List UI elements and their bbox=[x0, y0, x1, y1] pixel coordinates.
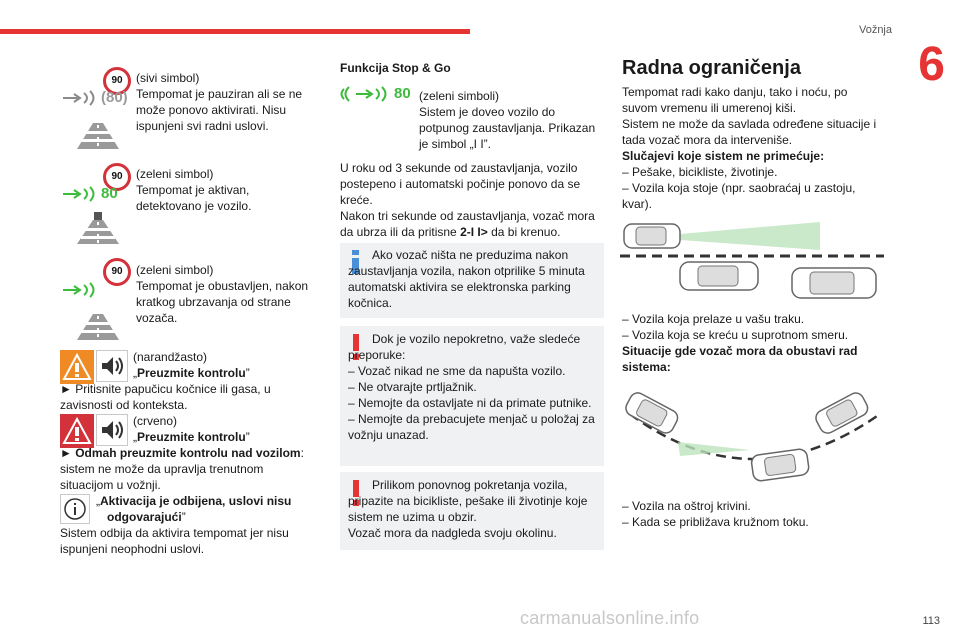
takeover-alert-red-icon bbox=[60, 414, 94, 448]
radar-car-gray-icon bbox=[60, 90, 100, 106]
info-title: „Aktivacija je odbijena, uslovi nisu bbox=[96, 494, 292, 508]
header-red-bar bbox=[0, 29, 470, 34]
chapter-number: 6 bbox=[918, 38, 945, 91]
orange-title: „Preuzmite kontrolu” bbox=[133, 366, 250, 380]
radar-car-green-icon bbox=[60, 186, 100, 202]
right-list-1 bbox=[622, 164, 884, 212]
info-icon bbox=[60, 494, 90, 524]
list-item: – Vozila koja se kreću u suprotnom smeru. bbox=[622, 328, 849, 342]
speed-value-gray: (80) bbox=[101, 89, 128, 106]
car-icon bbox=[680, 262, 758, 290]
item-3-label: (zeleni simbol) bbox=[136, 263, 214, 277]
car-icon bbox=[813, 390, 870, 436]
stopgo-para-2: Nakon tri sekunde od zaustavljanja, vozač mora da ubrza ili da pritisne 2-I I> da bi krenuo. bbox=[340, 209, 595, 239]
watermark: carmanualsonline.info bbox=[520, 608, 700, 628]
radar-car-green-icon bbox=[60, 282, 100, 298]
right-intro-2: Sistem ne može da savlada određene situacije i tada vozač mora da interveniše. bbox=[622, 117, 877, 147]
car-icon bbox=[623, 390, 680, 436]
list-item: – Vozila koja stoje (npr. saobraćaj u zastoju, kvar). bbox=[622, 181, 856, 211]
right-heading: Radna ograničenja bbox=[622, 57, 801, 79]
right-list-3 bbox=[622, 498, 884, 530]
lanes-car-icon bbox=[75, 212, 121, 246]
warning-2-text: Prilikom ponovnog pokretanja vozila, pripazite na bicikliste, pešake ili životinje koje sistem ne uzima u obzir. bbox=[348, 478, 588, 524]
lanes-gray-icon bbox=[75, 312, 121, 342]
page-number: 113 bbox=[922, 615, 940, 627]
list-item: – Nemojte da ostavljate ni da primate putnike. bbox=[348, 396, 592, 410]
red-label: (crveno) bbox=[133, 414, 178, 428]
stopgo-label: (zeleni simboli) bbox=[419, 89, 500, 103]
right-list-2 bbox=[622, 311, 884, 343]
stopgo-speed: 80 bbox=[394, 85, 411, 102]
speed-limit-sign-icon: 90 bbox=[103, 163, 131, 191]
warning-2-last: Vozač mora da nadgleda svoju okolinu. bbox=[348, 526, 557, 540]
orange-action: ► Pritisnite papučicu kočnice ili gasa, u zavisnosti od konteksta. bbox=[60, 382, 271, 412]
sound-icon bbox=[96, 414, 128, 446]
stopgo-symbol-text: Sistem je doveo vozilo do potpunog zaustavljanja. Prikazan je simbol „I I”. bbox=[419, 105, 596, 151]
takeover-alert-orange-icon bbox=[60, 350, 94, 384]
speed-value-green: 80 bbox=[101, 185, 118, 202]
list-item: – Pešake, bicikliste, životinje. bbox=[622, 165, 778, 179]
info-title-2: odgovarajući” bbox=[107, 510, 186, 524]
traffic-illustration-1 bbox=[620, 218, 884, 302]
stopgo-green-symbols-icon bbox=[340, 86, 392, 102]
sound-icon bbox=[96, 350, 128, 382]
list-item: – Vozila koja prelaze u vašu traku. bbox=[622, 312, 805, 326]
warning-1-intro: Dok je vozilo nepokretno, važe sledeće preporuke: bbox=[348, 332, 581, 362]
right-sub-1: Slučajevi koje sistem ne primećuje: bbox=[622, 149, 825, 163]
list-item: – Kada se približava kružnom toku. bbox=[622, 515, 809, 529]
lanes-gray-icon bbox=[75, 121, 121, 151]
list-item: – Vozila na oštroj krivini. bbox=[622, 499, 751, 513]
item-2-label: (zeleni simbol) bbox=[136, 167, 214, 181]
info-text: Sistem odbija da aktivira tempomat jer nisu ispunjeni neophodni uslovi. bbox=[60, 526, 289, 556]
item-1-label: (sivi simbol) bbox=[136, 71, 200, 85]
orange-label: (narandžasto) bbox=[133, 350, 208, 364]
warning-1-list bbox=[348, 363, 596, 443]
stopgo-title: Funkcija Stop & Go bbox=[340, 61, 451, 75]
red-action: ► Odmah preuzmite kontrolu nad vozilom: sistem ne može da upravlja trenutnom situacijom u vožnji. bbox=[60, 446, 304, 492]
item-3-text: Tempomat je obustavljen, nakon kratkog ubrzavanja od strane vozača. bbox=[136, 279, 309, 325]
stopgo-para-1: U roku od 3 sekunde od zaustavljanja, vozilo postepeno i automatski počinje ponovo da se kreće. bbox=[340, 161, 581, 207]
info-box-text: Ako vozač ništa ne preduzima nakon zaustavljanja vozila, nakon otprilike 5 minuta automatski aktivira se elektronska parking kočnica. bbox=[348, 248, 585, 310]
section-title: Vožnja bbox=[858, 24, 892, 36]
red-title: „Preuzmite kontrolu” bbox=[133, 430, 250, 444]
curve-illustration bbox=[620, 384, 884, 488]
car-icon bbox=[624, 224, 680, 248]
car-icon bbox=[751, 448, 810, 482]
list-item: – Nemojte da prebacujete menjač u položaj za vožnju unazad. bbox=[348, 412, 595, 442]
car-icon bbox=[792, 268, 876, 298]
right-sub-2: Situacije gde vozač mora da obustavi rad sistema: bbox=[622, 344, 858, 374]
speed-limit-sign-icon: 90 bbox=[103, 67, 131, 95]
speed-limit-sign-icon: 90 bbox=[103, 258, 131, 286]
list-item: – Vozač nikad ne sme da napušta vozilo. bbox=[348, 364, 566, 378]
right-intro: Tempomat radi kako danju, tako i noću, po suvom vremenu ili umerenoj kiši. bbox=[622, 85, 848, 115]
item-2-text: Tempomat je aktivan, detektovano je vozilo. bbox=[136, 183, 252, 213]
item-1-text: Tempomat je pauziran ali se ne može ponovo aktivirati. Nisu ispunjeni svi radni uslovi. bbox=[136, 87, 303, 133]
list-item: – Ne otvarajte prtljažnik. bbox=[348, 380, 477, 394]
